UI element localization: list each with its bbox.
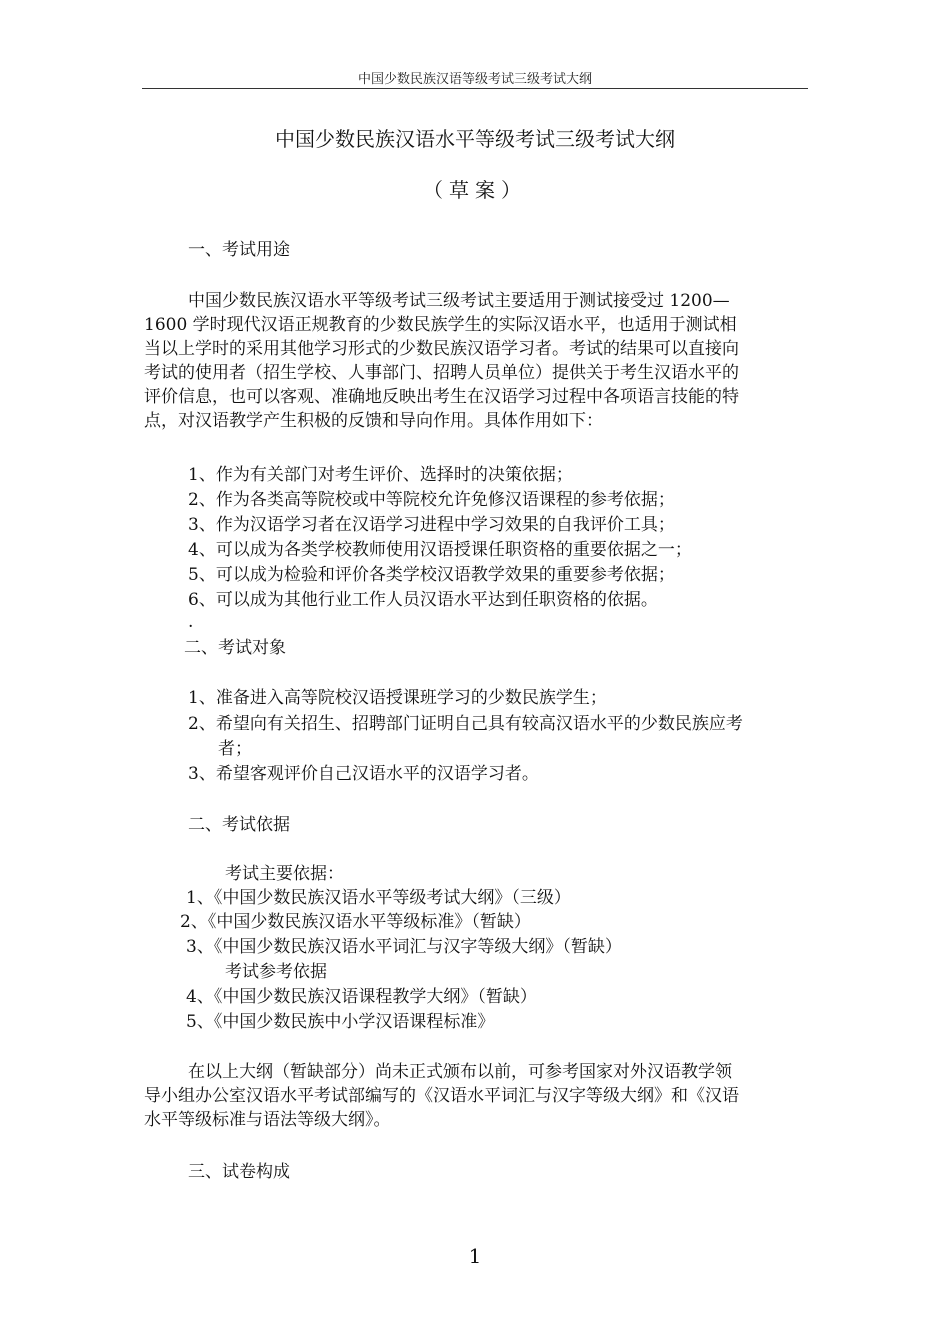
paragraph-line: 考试的使用者（招生学校、人事部门、招聘人员单位）提供关于考生汉语水平的 — [144, 363, 739, 383]
paragraph-line: 当以上学时的采用其他学习形式的少数民族汉语学习者。考试的结果可以直接向 — [144, 339, 739, 359]
list-item-continuation: 者； — [218, 739, 252, 759]
paragraph-line: 水平等级标准与语法等级大纲》。 — [144, 1110, 391, 1130]
paragraph-line: 评价信息，也可以客观、准确地反映出考生在汉语学习过程中各项语言技能的特 — [144, 387, 739, 407]
list-item: 1、作为有关部门对考生评价、选择时的决策依据； — [188, 465, 573, 485]
document-subtitle: （草案） — [423, 178, 527, 202]
paragraph-line: 导小组办公室汉语水平考试部编写的《汉语水平词汇与汉字等级大纲》和《汉语 — [144, 1086, 739, 1106]
section-heading-usage: 一、考试用途 — [188, 240, 290, 260]
stray-dot: . — [188, 612, 194, 632]
paragraph-line: 中国少数民族汉语水平等级考试三级考试主要适用于测试接受过 1200— — [188, 291, 730, 311]
basis-item: 3、《中国少数民族汉语水平词汇与汉字等级大纲》（暂缺） — [186, 937, 622, 957]
list-item: 1、准备进入高等院校汉语授课班学习的少数民族学生； — [188, 688, 607, 708]
list-item: 4、可以成为各类学校教师使用汉语授课任职资格的重要依据之一； — [188, 540, 692, 560]
paragraph-line: 点，对汉语教学产生积极的反馈和导向作用。具体作用如下： — [144, 411, 603, 431]
section-heading-target: 二、考试对象 — [184, 638, 286, 658]
document-title: 中国少数民族汉语水平等级考试三级考试大纲 — [275, 127, 675, 151]
list-item: 2、希望向有关招生、招聘部门证明自己具有较高汉语水平的少数民族应考 — [188, 714, 743, 734]
paragraph-line: 在以上大纲（暂缺部分）尚未正式颁布以前，可参考国家对外汉语教学领 — [188, 1062, 732, 1082]
list-item: 2、作为各类高等院校或中等院校允许免修汉语课程的参考依据； — [188, 490, 675, 510]
running-header: 中国少数民族汉语等级考试三级考试大纲 — [357, 72, 592, 87]
basis-item: 5、《中国少数民族中小学汉语课程标准》 — [186, 1012, 495, 1032]
basis-note-paragraph — [144, 1060, 810, 1132]
page-number: 1 — [468, 1244, 482, 1268]
list-item: 5、可以成为检验和评价各类学校汉语教学效果的重要参考依据； — [188, 565, 675, 585]
section-heading-structure: 三、试卷构成 — [188, 1162, 290, 1182]
main-basis-label: 考试主要依据： — [225, 864, 344, 884]
list-item: 3、作为汉语学习者在汉语学习进程中学习效果的自我评价工具； — [188, 515, 675, 535]
usage-paragraph — [144, 289, 810, 433]
list-item: 3、希望客观评价自己汉语水平的汉语学习者。 — [188, 764, 539, 784]
paragraph-line: 1600 学时现代汉语正规教育的少数民族学生的实际汉语水平，也适用于测试相 — [144, 315, 737, 335]
section-heading-basis: 二、考试依据 — [188, 815, 290, 835]
reference-basis-label: 考试参考依据 — [225, 962, 327, 982]
basis-item: 4、《中国少数民族汉语课程教学大纲》（暂缺） — [186, 987, 537, 1007]
header-rule — [142, 88, 808, 89]
basis-item: 2、《中国少数民族汉语水平等级标准》（暂缺） — [180, 912, 531, 932]
basis-item: 1、《中国少数民族汉语水平等级考试大纲》（三级） — [186, 888, 571, 908]
list-item: 6、可以成为其他行业工作人员汉语水平达到任职资格的依据。 — [188, 590, 658, 610]
